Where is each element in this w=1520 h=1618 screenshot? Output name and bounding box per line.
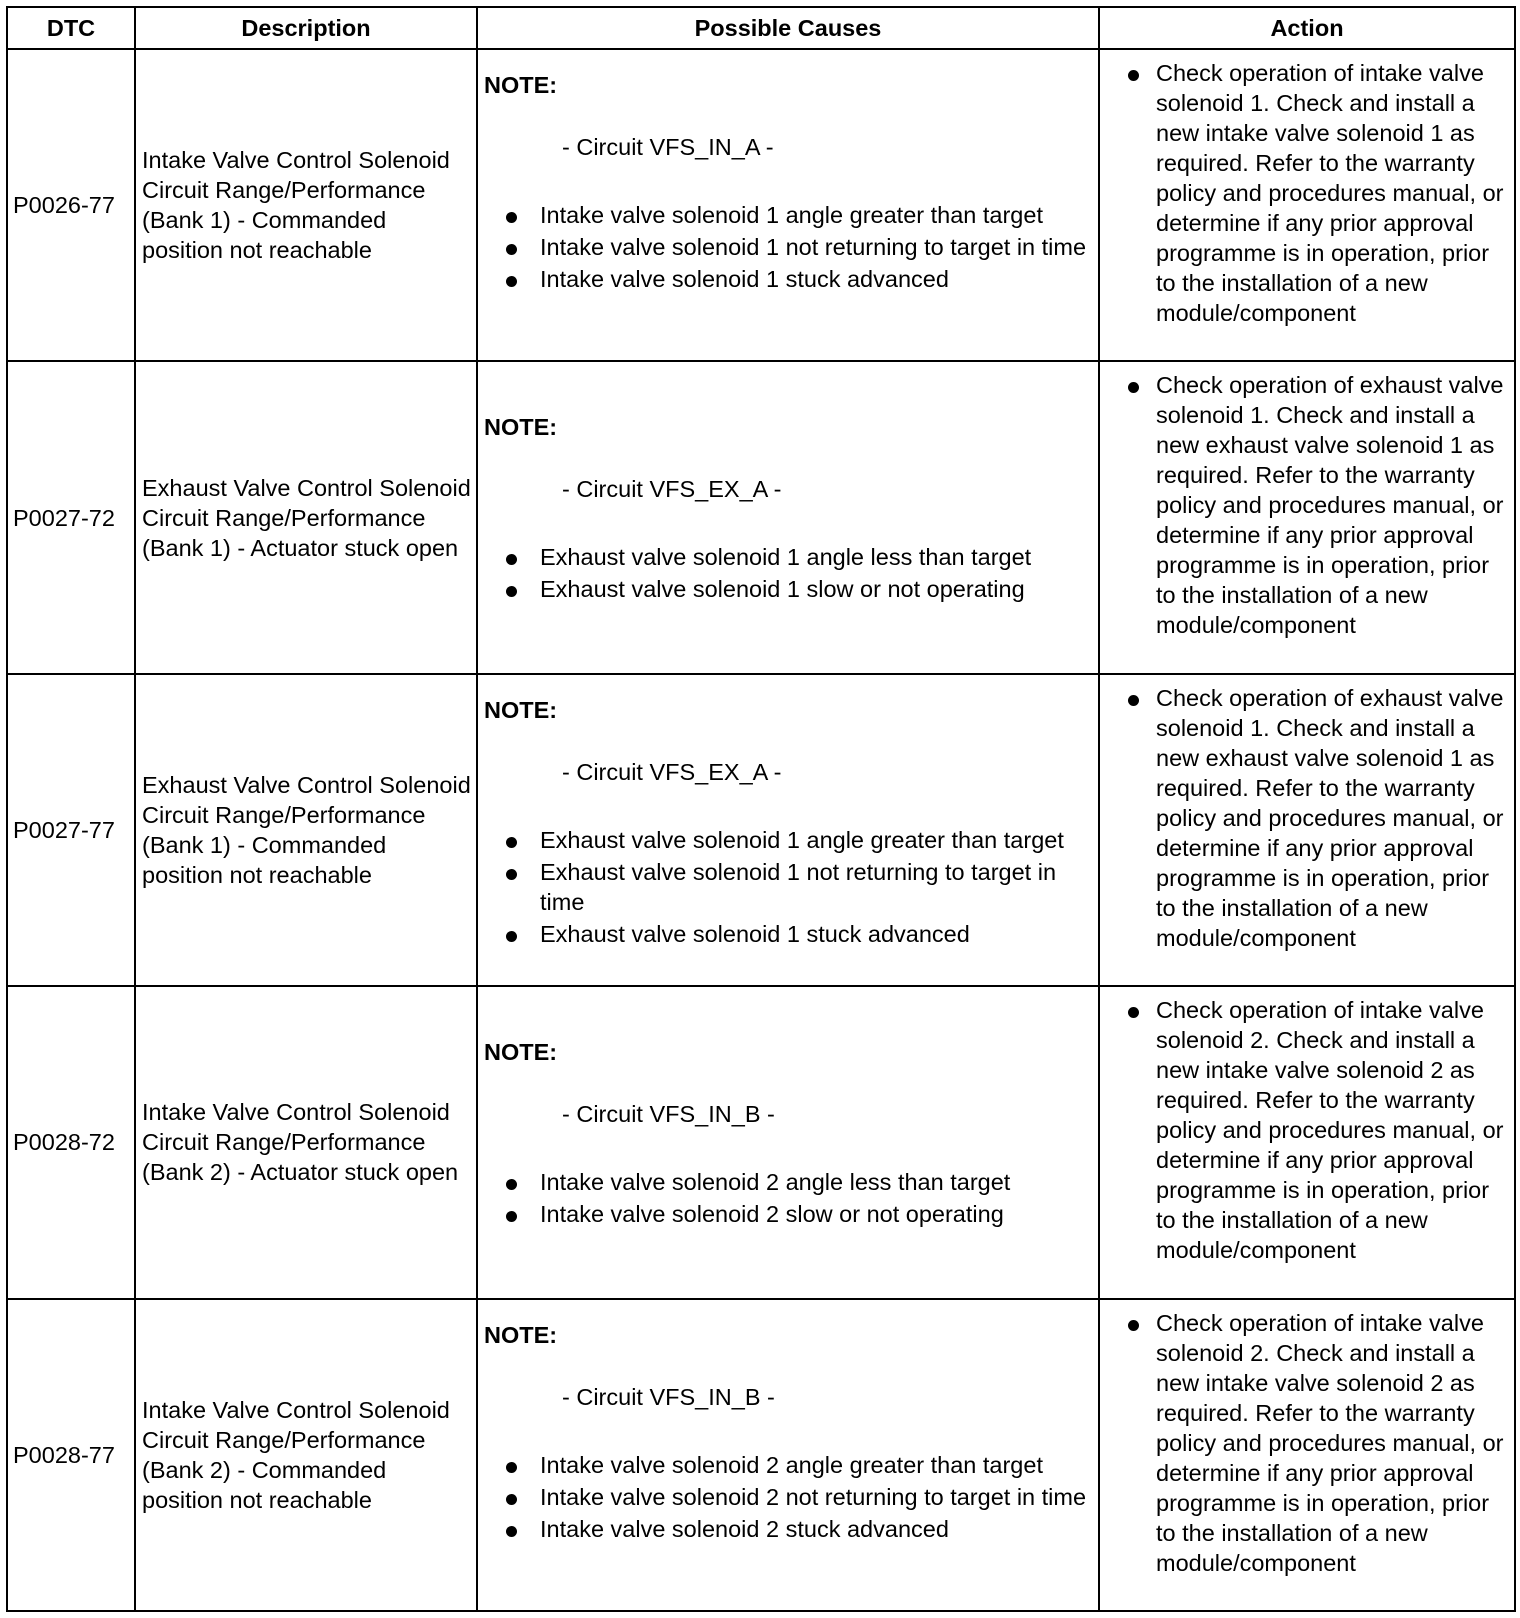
cause-item [484,1450,1098,1480]
cause-item [484,200,1098,230]
cause-item [484,232,1098,262]
dtc-code: P0028-72 [7,986,135,1298]
cause-item [484,857,1098,917]
action-text: Check operation of exhaust valve solenoid 1. Check and install a new exhaust valve solenoid 1 as required. Refer to the warranty policy and procedures manual, or determine if any prior approval programme is in operation, prior to the installation of a new module/component [1156,684,1504,951]
cause-text: Intake valve solenoid 2 stuck advanced [540,1515,949,1542]
dtc-description: Intake Valve Control Solenoid Circuit Range/Performance (Bank 1) - Commanded position not reachable [135,49,477,361]
bullet-icon [1128,695,1139,706]
header-possible-causes: Possible Causes [477,7,1099,49]
action-text: Check operation of intake valve solenoid 2. Check and install a new intake valve solenoid 2 as required. Refer to the warranty policy and procedures manual, or determine if any prior approval programme is in operation, prior to the installation of a new module/component [1156,997,1504,1264]
note-label: NOTE: [484,72,558,98]
cause-list [484,542,1098,604]
circuit-label: - Circuit VFS_IN_B - [562,1383,775,1410]
dtc-description: Exhaust Valve Control Solenoid Circuit Range/Performance (Bank 1) - Commanded position not reachable [135,674,477,986]
bullet-icon [506,1494,517,1505]
cause-item [484,1514,1098,1544]
bullet-icon [1128,382,1139,393]
dtc-description: Exhaust Valve Control Solenoid Circuit Range/Performance (Bank 1) - Actuator stuck open [135,361,477,673]
cause-text: Intake valve solenoid 1 angle greater than target [540,202,1043,228]
bullet-icon [506,1179,517,1190]
possible-causes-cell [477,1299,1099,1611]
action-item [1100,995,1514,1265]
table-row [7,1299,1515,1611]
action-list [1100,1308,1514,1578]
possible-causes-cell [477,674,1099,986]
action-item [1100,370,1514,640]
action-text: Check operation of exhaust valve solenoid 1. Check and install a new exhaust valve solenoid 1 as required. Refer to the warranty policy and procedures manual, or determine if any prior approval programme is in operation, prior to the installation of a new module/component [1156,372,1504,639]
action-cell [1099,1299,1515,1611]
cause-text: Intake valve solenoid 1 stuck advanced [540,266,949,292]
action-cell [1099,361,1515,673]
dtc-description: Intake Valve Control Solenoid Circuit Range/Performance (Bank 2) - Commanded position not reachable [135,1299,477,1611]
action-list [1100,58,1514,328]
action-cell [1099,674,1515,986]
action-item [1100,58,1514,328]
cause-item [484,1167,1098,1197]
cause-text: Exhaust valve solenoid 1 slow or not operating [540,576,1025,603]
cause-text: Intake valve solenoid 1 not returning to target in time [540,234,1087,260]
cause-list [484,1450,1098,1544]
circuit-label: - Circuit VFS_EX_A - [562,476,782,503]
circuit-label: - Circuit VFS_EX_A - [562,758,782,785]
cause-item [484,542,1098,572]
bullet-icon [506,931,517,942]
bullet-icon [1128,1007,1139,1018]
cause-item [484,574,1098,604]
cause-item [484,1482,1098,1512]
cause-item [484,919,1098,949]
action-list [1100,995,1514,1265]
header-dtc: DTC [7,7,135,49]
cause-list [484,1167,1098,1229]
action-item [1100,683,1514,953]
cause-list [484,825,1098,949]
dtc-table [6,6,1516,1612]
header-row [7,7,1515,49]
action-list [1100,370,1514,640]
bullet-icon [506,244,517,255]
bullet-icon [506,1211,517,1222]
cause-text: Intake valve solenoid 2 angle less than target [540,1169,1011,1196]
cause-text: Exhaust valve solenoid 1 not returning to target in time [540,858,1057,915]
action-text: Check operation of intake valve solenoid 1. Check and install a new intake valve solenoid 1 as required. Refer to the warranty policy and procedures manual, or determine if any prior approval programme is in operation, prior to the installation of a new module/component [1156,60,1504,326]
dtc-code: P0028-77 [7,1299,135,1611]
bullet-icon [1128,70,1139,81]
possible-causes-cell [477,49,1099,361]
note-label: NOTE: [484,1321,558,1348]
bullet-icon [506,869,517,880]
bullet-icon [506,212,517,223]
table-row [7,49,1515,361]
header-description: Description [135,7,477,49]
circuit-label: - Circuit VFS_IN_A - [562,134,774,160]
cause-list [484,200,1098,294]
cause-item [484,264,1098,294]
note-label: NOTE: [484,414,558,441]
cause-text: Intake valve solenoid 2 angle greater than target [540,1451,1043,1478]
action-list [1100,683,1514,953]
bullet-icon [506,586,517,597]
cause-text: Exhaust valve solenoid 1 angle less than target [540,544,1032,571]
cause-text: Intake valve solenoid 2 not returning to target in time [540,1483,1087,1510]
table-row [7,361,1515,673]
bullet-icon [1128,1320,1139,1331]
dtc-code: P0027-77 [7,674,135,986]
action-cell [1099,986,1515,1298]
bullet-icon [506,1526,517,1537]
cause-text: Exhaust valve solenoid 1 angle greater than target [540,826,1064,853]
table-row [7,674,1515,986]
header-action: Action [1099,7,1515,49]
cause-text: Intake valve solenoid 2 slow or not operating [540,1201,1004,1228]
action-text: Check operation of intake valve solenoid 2. Check and install a new intake valve solenoid 2 as required. Refer to the warranty policy and procedures manual, or determine if any prior approval programme is in operation, prior to the installation of a new module/component [1156,1309,1504,1576]
dtc-code: P0027-72 [7,361,135,673]
possible-causes-cell [477,986,1099,1298]
dtc-code: P0026-77 [7,49,135,361]
table-row [7,986,1515,1298]
cause-text: Exhaust valve solenoid 1 stuck advanced [540,920,970,947]
bullet-icon [506,554,517,565]
bullet-icon [506,276,517,287]
note-label: NOTE: [484,696,558,723]
action-cell [1099,49,1515,361]
possible-causes-cell [477,361,1099,673]
circuit-label: - Circuit VFS_IN_B - [562,1101,775,1128]
cause-item [484,825,1098,855]
note-label: NOTE: [484,1039,558,1066]
cause-item [484,1199,1098,1229]
action-item [1100,1308,1514,1578]
bullet-icon [506,1462,517,1473]
bullet-icon [506,837,517,848]
dtc-description: Intake Valve Control Solenoid Circuit Range/Performance (Bank 2) - Actuator stuck open [135,986,477,1298]
